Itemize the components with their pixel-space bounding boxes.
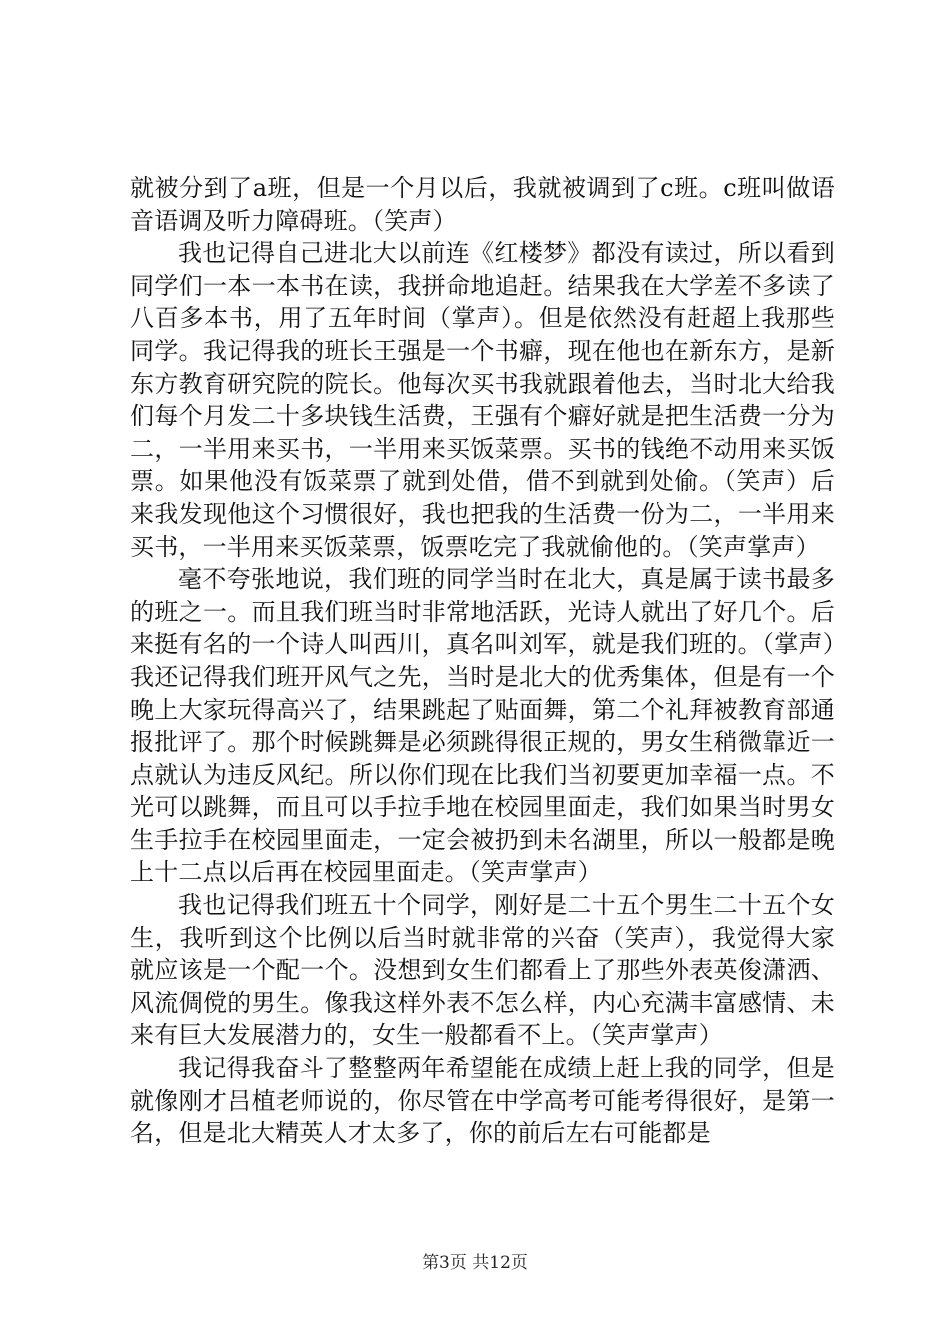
page-footer xyxy=(0,1248,950,1273)
paragraph-2: 我也记得自己进北大以前连《红楼梦》都没有读过，所以看到同学们一本一本书在读，我拼命地追赶。结果我在大学差不多读了八百多本书，用了五年时间（掌声）。但是依然没有赶超上我那些同学。我记得我的班长王强是一个书癖，现在他也在新东方，是新东方教育研究院的院长。他每次买书我就跟着他去，当时北大给我们每个月发二十多块钱生活费，王强有个癖好就是把生活费一分为二，一半用来买书，一半用来买饭菜票。买书的钱绝不动用来买饭票。如果他没有饭菜票了就到处借，借不到就到处偷。（笑声）后来我发现他这个习惯很好，我也把我的生活费一份为二，一半用来买书，一半用来买饭菜票，饭票吃完了我就偷他的。（笑声掌声） xyxy=(130,239,835,561)
paragraph-4: 我也记得我们班五十个同学，刚好是二十五个男生二十五个女生，我听到这个比例以后当时就非常的兴奋（笑声），我觉得大家就应该是一个配一个。没想到女生们都看上了那些外表英俊潇洒、风流倜傥的男生。像我这样外表不怎么样，内心充满丰富感情、未来有巨大发展潜力的，女生一般都看不上。（笑声掌声） xyxy=(130,891,835,1050)
document-body xyxy=(130,172,835,1150)
paragraph-5: 我记得我奋斗了整整两年希望能在成绩上赶上我的同学，但是就像刚才吕植老师说的，你尽管在中学高考可能考得很好，是第一名，但是北大精英人才太多了，你的前后左右可能都是 xyxy=(130,1054,835,1148)
paragraph-1: 就被分到了a班，但是一个月以后，我就被调到了c班。c班叫做语音语调及听力障碍班。（笑声） xyxy=(130,174,835,235)
paragraph-3: 毫不夸张地说，我们班的同学当时在北大，真是属于读书最多的班之一。而且我们班当时非常地活跃，光诗人就出了好几个。后来挺有名的一个诗人叫西川，真名叫刘军，就是我们班的。（掌声）我还记得我们班开风气之先，当时是北大的优秀集体，但是有一个晚上大家玩得高兴了，结果跳起了贴面舞，第二个礼拜被教育部通报批评了。那个时候跳舞是必须跳得很正规的，男女生稍微靠近一点就认为违反风纪。所以你们现在比我们当初要更加幸福一点。不光可以跳舞，而且可以手拉手地在校园里面走，我们如果当时男女生手拉手在校园里面走，一定会被扔到未名湖里，所以一般都是晚上十二点以后再在校园里面走。（笑声掌声） xyxy=(130,565,835,887)
page-number-label: 第3页 共12页 xyxy=(422,1253,528,1273)
